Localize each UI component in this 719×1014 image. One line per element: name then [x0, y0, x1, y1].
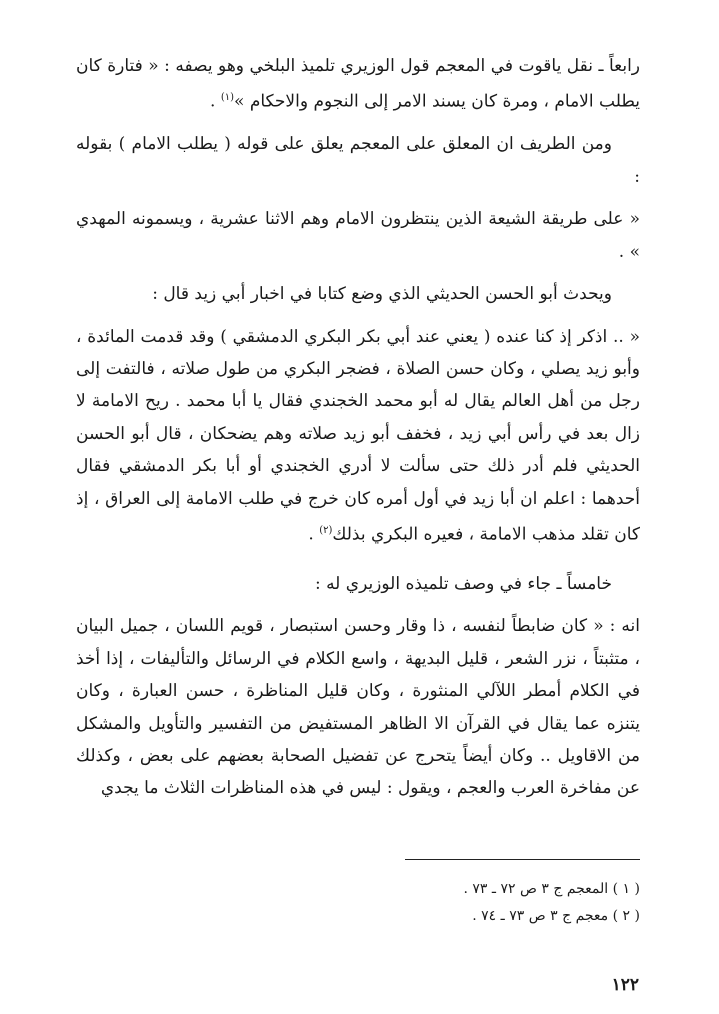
footnotes [300, 876, 640, 930]
footnote-ref-1: (١) [220, 92, 235, 104]
paragraph-tail: . [308, 524, 320, 545]
paragraph-commentator: ومن الطريف ان المعلق على المعجم يعلق على قوله ( يطلب الامام ) بقوله : [76, 134, 640, 187]
footnote-divider [405, 859, 640, 860]
footnote-2: ( ٢ ) معجم ج ٣ ص ٧٣ ـ ٧٤ . [472, 908, 640, 924]
paragraph-text: « .. اذكر إذ كنا عنده ( يعني عند أبي بكر البكري الدمشقي ) وقد قدمت المائدة ، وأبو زيد يصلي ، وكان حسن الصلاة ، فضجر البكري من طول صلاته ، فالتفت إلى رجل من أهل العالم يقال له أبو محمد الخجندي فقال يا أبا محمد . ريح الامامة لا زال بعد في رأس أبي زيد ، فخفف أبو زيد صلاته وهم يضحكان ، قال أبو الحسن الحديثي فلم أدر ذلك حتى سألت لا أدري الخجندي أو أبا بكر الدمشقي فقال أحدهما : اعلم ان أبا زيد في أول أمره كان خرج في طلب الامامة إلى العراق ، إذ كان تقلد مذهب الامامة ، فعيره البكري بذلك [76, 326, 640, 545]
page-number: ١٢٢ [611, 975, 639, 995]
paragraph-hadithi-intro: ويحدث أبو الحسن الحديثي الذي وضع كتابا في اخبار أبي زيد قال : [152, 284, 612, 305]
paragraph-tail: . [210, 92, 221, 113]
footnote-ref-2: (٢) [319, 524, 333, 536]
paragraph-fifth-point: خامساً ـ جاء في وصف تلميذه الوزيري له : [314, 574, 612, 594]
paragraph-hadithi-quote [76, 321, 640, 552]
paragraph-fourth-point [76, 50, 640, 118]
paragraph-text: رابعاً ـ نقل ياقوت في المعجم قول الوزيري تلميذ البلخي وهو يصفه : « فتارة كان يطلب الامام ، ومرة كان يسند الامر إلى النجوم والاحكام » [76, 56, 640, 113]
main-text [76, 50, 640, 805]
paragraph-description-quote: انه : « كان ضابطاً لنفسه ، ذا وقار وحسن استبصار ، قويم اللسان ، جميل البيان ، متثبتاً ، نزر الشعر ، قليل البديهة ، واسع الكلام في الرسائل والتأليفات ، إذا أخذ في الكلام أمطر اللآلي المنثورة ، وكان قليل المناظرة ، حسن العبارة ، وكان يتنزه عما يقال في القرآن الا الظاهر المستفيض من التفسير والتأويل والمشكل من الاقاويل .. وكان أيضاً يتحرج عن تفضيل الصحابة بعضهم على بعض ، وكذلك عن مفاخرة العرب والعجم ، ويقول : ليس في هذه المناظرات الثلاث ما يجدي [76, 616, 641, 799]
paragraph-quote-shia: « على طريقة الشيعة الذين ينتظرون الامام وهم الاثنا عشرية ، ويسمونه المهدي » . [76, 209, 640, 262]
footnote-1: ( ١ ) المعجم ج ٣ ص ٧٢ ـ ٧٣ . [463, 881, 640, 897]
